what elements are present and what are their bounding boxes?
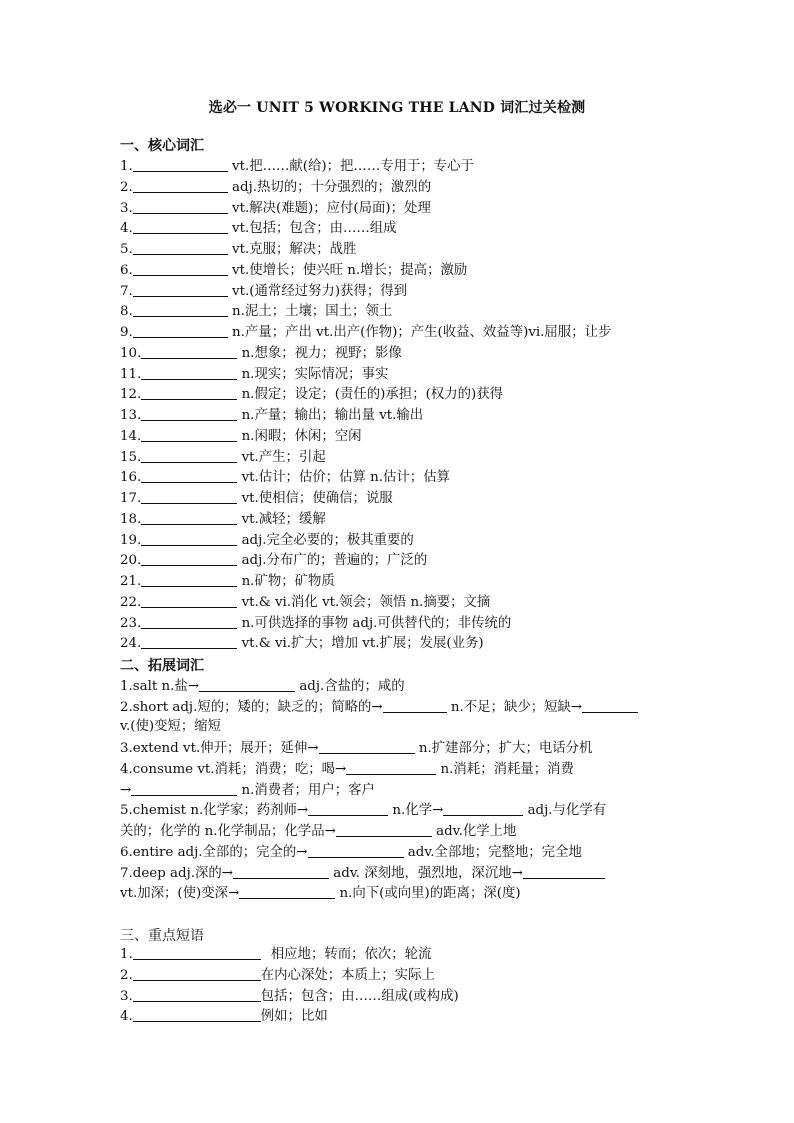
core-item: 2. adj.热切的；十分强烈的；激烈的 bbox=[120, 180, 432, 195]
section-heading-core-vocab: 一、核心词汇 bbox=[120, 138, 204, 154]
answer-blank[interactable] bbox=[133, 1007, 261, 1022]
answer-blank[interactable] bbox=[523, 864, 605, 879]
answer-blank[interactable] bbox=[131, 781, 237, 796]
core-item: 4. vt.包括；包含；由……组成 bbox=[120, 221, 397, 236]
answer-blank[interactable] bbox=[133, 199, 228, 214]
answer-blank[interactable] bbox=[336, 822, 432, 837]
core-item: 19. adj.完全必要的；极其重要的 bbox=[120, 533, 414, 548]
answer-blank[interactable] bbox=[133, 261, 228, 276]
core-item: 14. n.闲暇；休闲；空闲 bbox=[120, 429, 362, 444]
answer-blank[interactable] bbox=[141, 344, 237, 359]
core-item: 1. vt.把……献(给)；把……专用于；专心于 bbox=[120, 159, 474, 174]
answer-blank[interactable] bbox=[133, 178, 228, 193]
answer-blank[interactable] bbox=[141, 406, 237, 421]
core-item: 3. vt.解决(难题)；应付(局面)；处理 bbox=[120, 201, 431, 216]
core-item: 20. adj.分布广的；普遍的；广泛的 bbox=[120, 553, 428, 568]
phrase-item: 2. 在内心深处；本质上；实际上 bbox=[120, 968, 435, 983]
answer-blank[interactable] bbox=[308, 801, 388, 816]
answer-blank[interactable] bbox=[133, 302, 228, 317]
answer-blank[interactable] bbox=[141, 572, 237, 587]
core-item: 10. n.想象；视力；视野；影像 bbox=[120, 346, 402, 361]
ext-line: vt.加深；(使)变深→ n.向下(或向里)的距离；深(度) bbox=[120, 886, 521, 901]
core-item: 6. vt.使增长；使兴旺 n.增长；提高；激励 bbox=[120, 263, 468, 278]
core-item: 22. vt.& vi.消化 vt.领会；领悟 n.摘要；文摘 bbox=[120, 595, 491, 610]
answer-blank[interactable] bbox=[133, 157, 228, 172]
answer-blank[interactable] bbox=[141, 385, 237, 400]
ext-line: 6.entire adj.全部的；完全的→ adv.全部地；完整地；完全地 bbox=[120, 845, 582, 860]
page-title: 选必一 UNIT 5 WORKING THE LAND 词汇过关检测 bbox=[208, 100, 586, 116]
section-heading-key-phrases: 三、重点短语 bbox=[120, 928, 204, 944]
core-item: 11. n.现实；实际情况；事实 bbox=[120, 367, 389, 382]
answer-blank[interactable] bbox=[133, 323, 228, 338]
answer-blank[interactable] bbox=[233, 864, 329, 879]
core-item: 9. n.产量；产出 vt.出产(作物)；产生(收益、效益等)vi.屈服；让步 bbox=[120, 325, 612, 340]
core-item: 12. n.假定；设定；(责任的)承担；(权力的)获得 bbox=[120, 387, 503, 402]
core-item: 5. vt.克服；解决；战胜 bbox=[120, 242, 357, 257]
answer-blank[interactable] bbox=[141, 614, 237, 629]
answer-blank[interactable] bbox=[133, 282, 228, 297]
answer-blank[interactable] bbox=[582, 698, 638, 713]
core-item: 7. vt.(通常经过努力)获得；得到 bbox=[120, 284, 407, 299]
answer-blank[interactable] bbox=[141, 551, 237, 566]
answer-blank[interactable] bbox=[141, 531, 237, 546]
core-item: 13. n.产量；输出；输出量 vt.输出 bbox=[120, 408, 424, 423]
answer-blank[interactable] bbox=[133, 966, 261, 981]
ext-line: → n.消费者；用户；客户 bbox=[120, 783, 375, 798]
core-item: 15. vt.产生；引起 bbox=[120, 450, 326, 465]
answer-blank[interactable] bbox=[133, 945, 261, 960]
ext-line: 4.consume vt.消耗；消费；吃；喝→ n.消耗；消耗量；消费 bbox=[120, 762, 574, 777]
ext-line: 3.extend vt.伸开；展开；延伸→ n.扩建部分；扩大；电话分机 bbox=[120, 741, 593, 756]
core-item: 17. vt.使相信；使确信；说服 bbox=[120, 491, 393, 506]
answer-blank[interactable] bbox=[308, 843, 404, 858]
ext-line: 2.short adj.短的；矮的；缺乏的；简略的→ n.不足；缺少；短缺→ bbox=[120, 698, 638, 717]
answer-blank[interactable] bbox=[383, 698, 447, 713]
ext-line: 关的；化学的 n.化学制品；化学品→ adv.化学上地 bbox=[120, 824, 517, 839]
core-item: 18. vt.减轻；缓解 bbox=[120, 512, 326, 527]
answer-blank[interactable] bbox=[133, 219, 228, 234]
phrase-item: 1. 相应地；转而；依次；轮流 bbox=[120, 947, 432, 962]
answer-blank[interactable] bbox=[141, 489, 237, 504]
ext-line: 5.chemist n.化学家；药剂师→ n.化学→ adj.与化学有 bbox=[120, 803, 607, 818]
answer-blank[interactable] bbox=[141, 448, 237, 463]
answer-blank[interactable] bbox=[133, 240, 228, 255]
core-item: 16. vt.估计；估价；估算 n.估计；估算 bbox=[120, 470, 450, 485]
ext-line: 7.deep adj.深的→ adv. 深刻地，强烈地，深沉地→ bbox=[120, 864, 605, 883]
answer-blank[interactable] bbox=[199, 677, 295, 692]
ext-line: v.(使)变短；缩短 bbox=[120, 719, 222, 734]
phrase-item: 3. 包括；包含；由……组成(或构成) bbox=[120, 989, 459, 1004]
answer-blank[interactable] bbox=[346, 760, 436, 775]
core-item: 8. n.泥土；土壤；国土；领土 bbox=[120, 304, 393, 319]
answer-blank[interactable] bbox=[141, 365, 237, 380]
answer-blank[interactable] bbox=[133, 987, 261, 1002]
ext-line: 1.salt n.盐→ adj.含盐的；咸的 bbox=[120, 679, 405, 694]
core-item: 23. n.可供选择的事物 adj.可供替代的；非传统的 bbox=[120, 616, 512, 631]
answer-blank[interactable] bbox=[141, 510, 237, 525]
answer-blank[interactable] bbox=[141, 427, 237, 442]
core-item: 24. vt.& vi.扩大；增加 vt.扩展；发展(业务) bbox=[120, 636, 484, 651]
answer-blank[interactable] bbox=[443, 801, 523, 816]
section-heading-extended-vocab: 二、拓展词汇 bbox=[120, 658, 204, 674]
answer-blank[interactable] bbox=[141, 468, 237, 483]
answer-blank[interactable] bbox=[141, 593, 237, 608]
answer-blank[interactable] bbox=[141, 634, 237, 649]
phrase-item: 4. 例如；比如 bbox=[120, 1009, 328, 1024]
core-item: 21. n.矿物；矿物质 bbox=[120, 574, 335, 589]
answer-blank[interactable] bbox=[239, 884, 335, 899]
answer-blank[interactable] bbox=[319, 739, 415, 754]
